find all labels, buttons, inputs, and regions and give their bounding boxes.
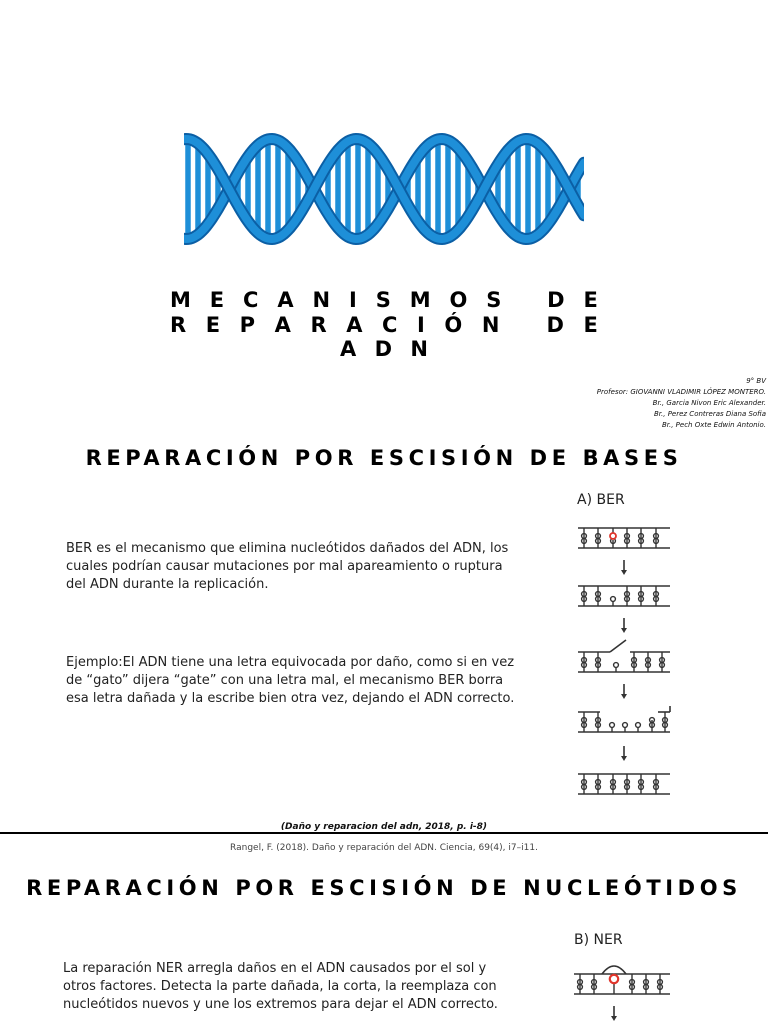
title-letter: D (546, 313, 564, 337)
title-letter: I (348, 288, 357, 312)
ner-paragraph-1: La reparación NER arregla daños en el ADN causados por el sol y otros factores. Detecta la parte dañada, la corta, la reemplaza con nucleótidos nuevos y une los extremos para dejar el ADN correcto. (63, 961, 498, 1012)
title-letter: P (239, 313, 256, 337)
title-letter: N (410, 337, 428, 361)
damaged-lesion-icon (610, 975, 618, 983)
title-letter: D (374, 337, 393, 361)
ner-diagram (566, 958, 678, 1024)
ber-diagram-label: A) BER (577, 492, 625, 508)
title-letter: M (170, 288, 191, 312)
ber-step-strand-nicked (578, 640, 670, 672)
title-letter: S (486, 288, 502, 312)
title-letter: O (449, 288, 468, 312)
title-letter: A (274, 313, 291, 337)
ber-paragraph-1: BER es el mecanismo que elimina nucleótidos dañados del ADN, los cuales podrían causar mutaciones por mal apareamiento o ruptura del ADN durante la replicación. (66, 541, 509, 592)
ber-step-repaired (578, 774, 670, 794)
ber-step-base-removed (578, 586, 670, 606)
ber-diagram (570, 522, 680, 802)
title-letter: R (310, 313, 327, 337)
ber-paragraph-2: Ejemplo:El ADN tiene una letra equivocada por daño, como si en vez de “gato” dijera “gate” con una letra mal, el mecanismo BER borra esa letra dañada y la escribe bien otra vez, dejando el ADN correcto. (66, 655, 515, 706)
title-letter (520, 287, 528, 313)
cover-title-line-2 (170, 312, 598, 338)
citation-inline: (Daño y reparacion del adn, 2018, p. i-8) (280, 822, 488, 832)
ner-step-damage (574, 966, 670, 994)
ber-step-damaged-base (578, 528, 670, 548)
credits-block (597, 376, 766, 431)
title-letter: C (243, 288, 259, 312)
ber-step-gap (578, 706, 670, 732)
title-letter: A (277, 288, 294, 312)
title-letter: N (312, 288, 331, 312)
section-divider (0, 832, 768, 834)
ner-diagram-label: B) NER (574, 932, 623, 948)
ber-heading: REPARACIÓN POR ESCISIÓN DE BASES (85, 446, 683, 470)
citation-reference: Rangel, F. (2018). Daño y reparación del ADN. Ciencia, 69(4), i7–i11. (230, 843, 538, 853)
title-letter: M (409, 288, 431, 312)
title-letter: D (547, 288, 565, 312)
title-letter: N (481, 313, 500, 337)
title-letter: A (346, 313, 363, 337)
credit-group: 9° BV (746, 377, 766, 385)
title-letter: C (382, 313, 398, 337)
title-letter: E (583, 288, 598, 312)
credit-student-3: Br., Pech Oxte Edwin Antonio. (661, 421, 766, 429)
title-letter: E (209, 288, 225, 312)
title-letter (519, 312, 527, 338)
ner-heading: REPARACIÓN POR ESCISIÓN DE NUCLEÓTIDOS (26, 876, 742, 900)
title-letter: S (375, 288, 391, 312)
title-letter: E (583, 313, 598, 337)
title-letter: A (340, 337, 357, 361)
cover-title-line-3 (340, 336, 428, 362)
title-letter: I (417, 313, 425, 337)
title-letter: Ó (444, 313, 463, 337)
title-letter: R (170, 313, 187, 337)
title-letter: E (205, 313, 221, 337)
credit-student-2: Br., Perez Contreras Diana Sofia (653, 410, 766, 418)
cover-title-line-1 (170, 287, 598, 313)
credit-professor: Profesor: GIOVANNI VLADIMIR LÓPEZ MONTERO. (596, 388, 766, 396)
credit-student-1: Br., Garcia Nivon Eric Alexander. (652, 399, 766, 407)
dna-helix-image (184, 122, 584, 256)
